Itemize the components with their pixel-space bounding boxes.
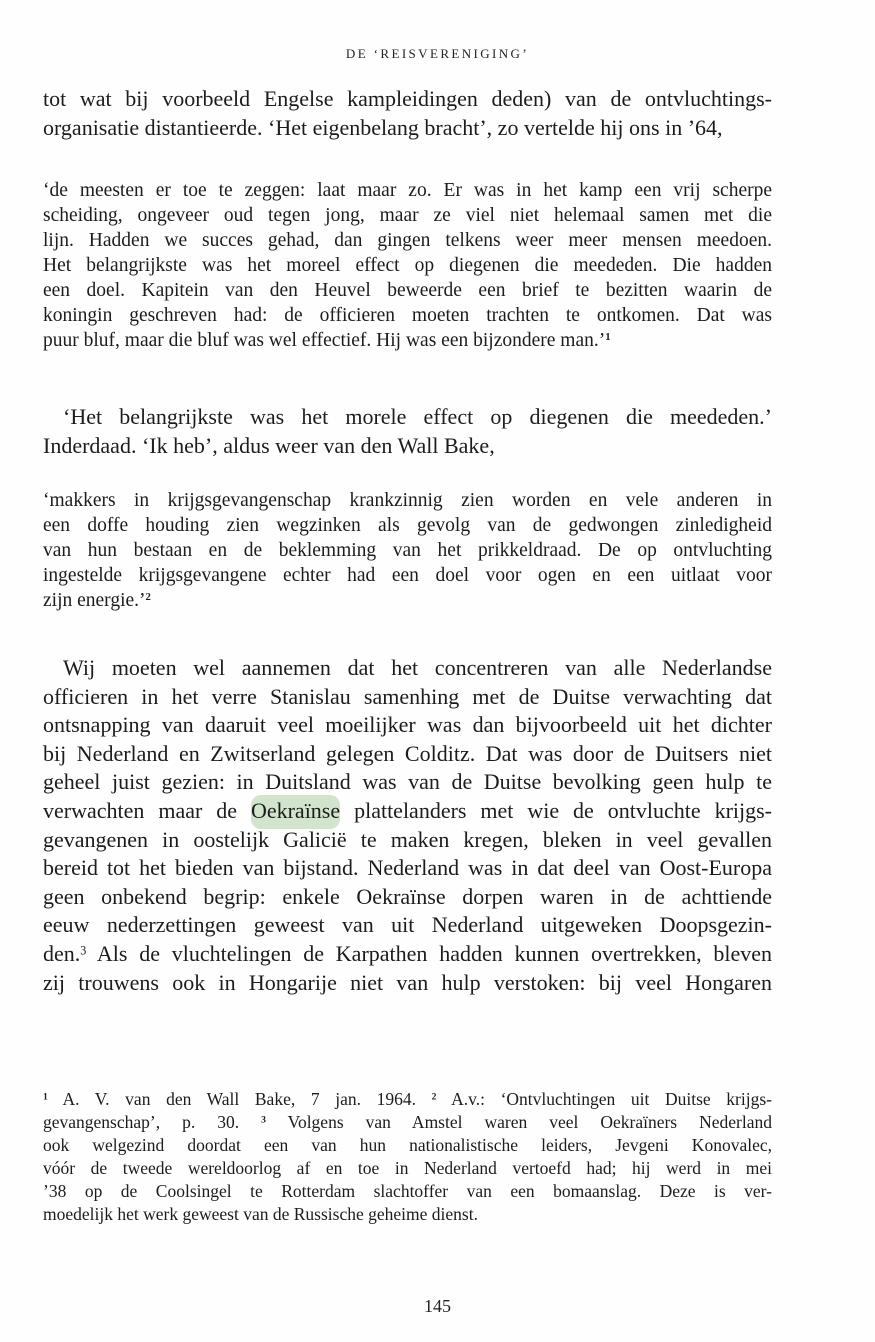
text-line: geheel juist gezien: in Duitsland was van de Duitse bevolking geen hulp te bbox=[43, 769, 772, 795]
paragraph-1 bbox=[43, 85, 772, 142]
text-fragment: den. bbox=[43, 940, 81, 966]
footnotes bbox=[43, 1088, 772, 1226]
footnote-line: ook welgezind doordat een van hun nationalistische leiders, Jevgeni Konovalec, bbox=[43, 1135, 772, 1155]
text-line: gevangenen in oostelijk Galicië te maken kregen, bleken in veel gevallen bbox=[43, 826, 772, 852]
text-line: ‘de meesten er toe te zeggen: laat maar zo. Er was in het kamp een vrij scherpe bbox=[43, 180, 772, 201]
highlighted-word[interactable]: Oekraïnse bbox=[251, 795, 340, 829]
footnote-marker-1: 1 bbox=[43, 1091, 48, 1103]
text-line: bereid tot het bieden van bijstand. Nederland was in dat deel van Oost-Europa bbox=[43, 855, 772, 881]
text-fragment: zijn energie.’ bbox=[43, 590, 146, 611]
text-line: bij Nederland en Zwitserland gelegen Colditz. Dat was door de Duitsers niet bbox=[43, 740, 772, 766]
block-quote-1 bbox=[43, 178, 772, 353]
paragraph-2 bbox=[43, 403, 772, 460]
footnote-line bbox=[43, 1088, 772, 1111]
text-fragment: verwachten maar de bbox=[43, 797, 251, 823]
footnote-marker-2: 2 bbox=[431, 1091, 437, 1103]
text-line: zij trouwens ook in Hongarije niet van hulp verstoken: bij veel Hongaren bbox=[43, 969, 772, 995]
text-line: ‘makkers in krijgsgevangenschap krankzinnig zien worden en vele anderen in bbox=[43, 490, 772, 511]
text-line: eeuw nederzettingen geweest van uit Nederland uitgeweken Doopsgezin- bbox=[43, 912, 772, 938]
footnote-2-text: A.v.: ‘Ontvluchtingen uit Duitse krijgs- bbox=[436, 1089, 773, 1109]
text-line: lijn. Hadden we succes gehad, dan gingen telkens weer meer mensen meedoen. bbox=[43, 230, 772, 251]
text-line: organisatie distantieerde. ‘Het eigenbelang bracht’, zo vertelde hij ons in ’64, bbox=[43, 114, 723, 140]
footnote-2-text: gevangenschap’, p. 30. bbox=[43, 1112, 262, 1132]
text-line: tot wat bij voorbeeld Engelse kampleidingen deden) van de ontvluchtings- bbox=[43, 86, 772, 111]
page-number: 145 bbox=[424, 1296, 451, 1316]
block-quote-2 bbox=[43, 488, 772, 613]
footnote-line: vóór de tweede wereldoorlog af en toe in Nederland vertoefd had; hij werd in mei bbox=[43, 1158, 772, 1178]
text-line bbox=[43, 588, 772, 613]
footnote-ref-3[interactable]: 3 bbox=[80, 943, 87, 958]
text-line bbox=[43, 940, 772, 969]
text-line: officieren in het verre Stanislau samenhing met de Duitse verwachting dat bbox=[43, 683, 772, 709]
text-fragment: puur bluf, maar die bluf was wel effectief. Hij was een bijzondere man.’ bbox=[43, 330, 606, 351]
paragraph-3 bbox=[43, 654, 772, 997]
text-line: een doffe houding zien wegzinken als gevolg van de gedwongen zinledigheid bbox=[43, 515, 772, 536]
text-line: scheiding, ongeveer oud tegen jong, maar ze viel niet helemaal samen met die bbox=[43, 205, 772, 226]
text-line: ‘Het belangrijkste was het morele effect op diegenen die meededen.’ bbox=[63, 404, 772, 429]
text-line: Het belangrijkste was het moreel effect op diegenen die meededen. Die hadden bbox=[43, 255, 772, 276]
footnote-ref-2[interactable]: 2 bbox=[145, 591, 151, 604]
text-line: Inderdaad. ‘Ik heb’, aldus weer van den Wall Bake, bbox=[43, 432, 495, 458]
text-line bbox=[43, 797, 772, 826]
footnote-line bbox=[43, 1111, 772, 1134]
footnote-marker-3: 3 bbox=[261, 1114, 266, 1126]
text-line: een doel. Kapitein van den Heuvel beweerde een brief te bezitten waarin de bbox=[43, 280, 772, 301]
text-fragment: Als de vluchtelingen de Karpathen hadden kunnen overtrekken, bleven bbox=[86, 940, 772, 966]
footnote-3-text: Volgens van Amstel waren veel Oekraïners Nederland bbox=[265, 1112, 772, 1132]
text-line: ingestelde krijgsgevangene echter had een doel voor ogen en een uitlaat voor bbox=[43, 565, 772, 586]
text-line: geen onbekend begrip: enkele Oekraïnse dorpen waren in de achttiende bbox=[43, 883, 772, 909]
text-line: koningin geschreven had: de officieren moeten trachten te ontkomen. Dat was bbox=[43, 305, 772, 326]
text-line: Wij moeten wel aannemen dat het concentreren van alle Nederlandse bbox=[63, 655, 772, 680]
footnote-ref-1[interactable]: 1 bbox=[605, 331, 611, 344]
running-head: DE ‘REISVERENIGING’ bbox=[345, 46, 530, 61]
text-line: van hun bestaan en de beklemming van het prikkeldraad. De op ontvluchting bbox=[43, 540, 772, 561]
text-line: ontsnapping van daaruit veel moeilijker was dan bijvoorbeeld uit het dichter bbox=[43, 712, 772, 738]
footnote-line: ’38 op de Coolsingel te Rotterdam slachtoffer van een bomaanslag. Deze is ver- bbox=[43, 1181, 772, 1201]
text-line bbox=[43, 328, 772, 353]
footnote-1-text: A. V. van den Wall Bake, 7 jan. 1964. bbox=[47, 1089, 432, 1109]
text-fragment: plattelanders met wie de ontvluchte krijgs- bbox=[340, 797, 773, 823]
footnote-line: moedelijk het werk geweest van de Russische geheime dienst. bbox=[43, 1204, 478, 1224]
